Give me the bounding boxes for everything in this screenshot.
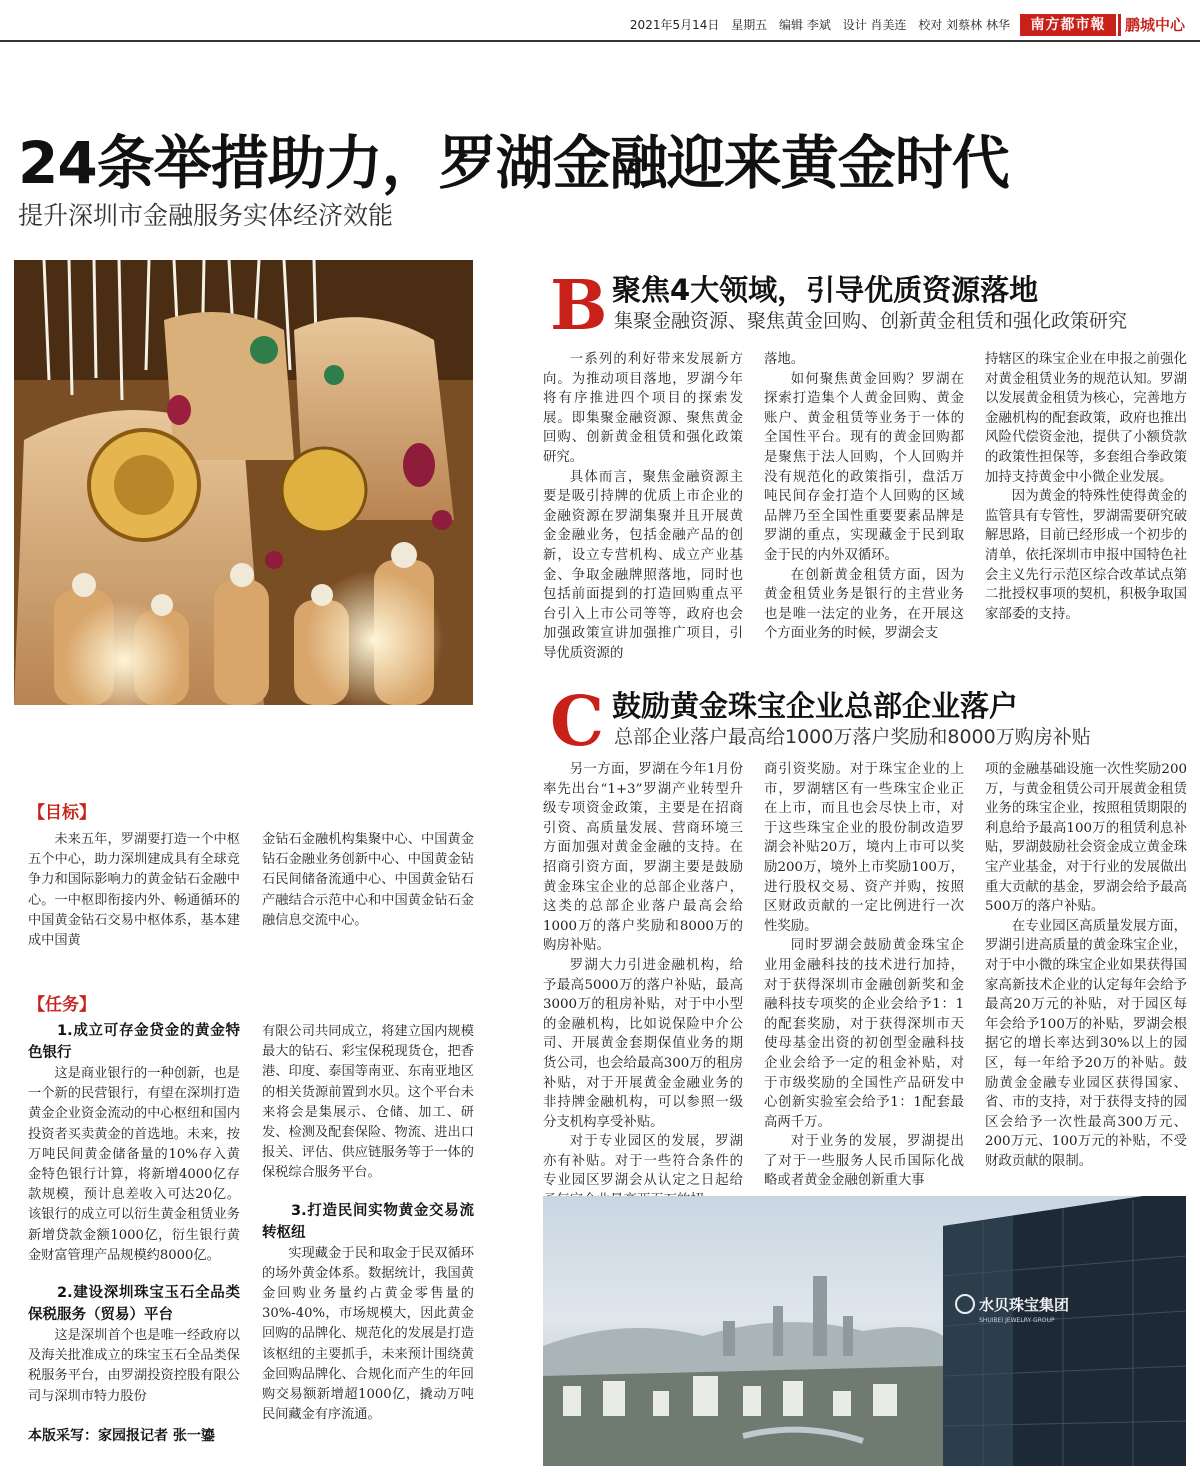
- paragraph: 持辖区的珠宝企业在申报之前强化对黄金租赁业务的规范认知。罗湖以发展黄金租赁为核心，完善地方金融机构的配套政策，政府也推出风险代偿资金池，提供了小额贷款的政策性担保等，多套组合拳政策加持支持黄金中小微企业发展。: [985, 352, 1187, 485]
- paragraph: 未来五年，罗湖要打造一个中枢五个中心，助力深圳建成具有全球竞争力和国际影响力的黄金钻石金融中心。一中枢即衔接内外、畅通循环的中国黄金钻石交易中枢体系，基本建成中国黄: [28, 832, 240, 949]
- header-weekday: 星期五: [731, 18, 768, 32]
- paragraph: 项的金融基础设施一次性奖励200万，与黄金租赁公司开展黄金租赁业务的珠宝企业，按照租赁期限的利息给予最高100万的租赁利息补贴，罗湖鼓励社会资金成立黄金珠宝产业基金，对于行业的发展做出重大贡献的基金，罗湖会给予最高500万的落户补贴。: [985, 762, 1187, 915]
- task-2-body: 这是深圳首个也是唯一经政府以及海关批准成立的珠宝玉石全品类保税服务平台，由罗湖投资控股有限公司与深圳市特力股份: [28, 1328, 240, 1404]
- paragraph: 同时罗湖会鼓励黄金珠宝企业用金融科技的技术进行加持，对于获得深圳市金融创新奖和金融科技专项奖的企业会给予1：1的配套奖励，对于获得深圳市天使母基金出资的初创型金融科技企业会给予一定的租金补贴，对于市级奖励的全国性产品研发中心创新实验室会给予1：1配套最高两千万。: [764, 938, 964, 1130]
- building-sign-en: SHUIBEI JEWELRY GROUP: [979, 1317, 1055, 1324]
- paragraph: 商引资奖励。对于珠宝企业的上市，罗湖辖区有一些珠宝企业正在上市，而且也会尽快上市，对于这些珠宝企业的股份制改造罗湖会补贴20万，境内上市可以奖励200万，境外上市奖励100万，进行股权交易、资产并购，按照区财政贡献的一定比例进行一次性奖励。: [764, 762, 964, 934]
- building-sign: 水贝珠宝集团: [979, 1296, 1070, 1314]
- jewelry-photo: [14, 260, 473, 705]
- header-proof: 校对 刘蔡林 林华: [918, 18, 1010, 32]
- section-c-column-2: [764, 760, 964, 1191]
- section-c-column-3: [985, 760, 1187, 1171]
- paragraph: 在专业园区高质量发展方面，罗湖引进高质量的黄金珠宝企业，对于中小微的珠宝企业如果获得国家高新技术企业的认定每年会给予最高20万元的补贴，对于园区每年会给予100万的补贴，罗湖会根据它的增长率达到30%以上的园区，每一年给予20万的补贴。鼓励黄金金融专业园区获得国家、省、市的支持，对于获得支持的园区会给予一次性最高300万元、200万元、100万元的补贴，不受财政贡献的限制。: [985, 918, 1187, 1169]
- tasks-column-2: [262, 1022, 474, 1425]
- paragraph: 在创新黄金租赁方面，因为黄金租赁业务是银行的主营业务也是唯一法定的业务，在开展这个方面业务的时候，罗湖会支: [764, 567, 964, 642]
- paragraph: 如何聚焦黄金回购？罗湖在探索打造集个人黄金回购、黄金账户、黄金租赁等业务于一体的全国性平台。现有的黄金回购都是聚焦于法人回购，个人回购并没有规范化的政策指引，盘活万吨民间存金打造个人回购的区域品牌乃至全国性重要要素品牌是罗湖的重点，实现藏金于民到取金于民的内外双循环。: [764, 371, 964, 563]
- task-1-title: 1.成立可存金贷金的黄金特色银行: [28, 1023, 240, 1061]
- paragraph: 对于专业园区的发展，罗湖亦有补贴。对于一些符合条件的专业园区罗湖会从认定之日起给: [543, 1134, 743, 1189]
- paragraph: 一系列的利好带来发展新方向。为推动项目落地，罗湖今年将有序推进四个项目的探索发展。即集聚金融资源、聚焦黄金回购、创新黄金租赁和强化政策研究。: [543, 352, 743, 465]
- tasks-tag: 【任务】: [28, 995, 96, 1015]
- section-c-letter: C: [550, 682, 605, 762]
- city-photo: [543, 1196, 1186, 1466]
- jewelry-illustration: [14, 260, 473, 705]
- task-3-body: 实现藏金于民和取金于民双循环的场外黄金体系。数据统计，我国黄金回购业务量约占黄金零售量的30%-40%，市场规模大，因此黄金回购的品牌化、规范化的发展是打造该枢纽的主要抓手，未来预计围绕黄金回购品牌化、合规化而产生的年回购交易额新增超1000亿，撬动万吨民间藏金有序流通。: [262, 1245, 474, 1423]
- task-1-body: 这是商业银行的一种创新，也是一个新的民营银行，有望在深圳打造黄金企业资金流动的中心枢纽和国内投资者买卖黄金的首选地。未来，按万吨民间黄金储备量的10%存入黄金特色银行计算，将新增4000亿存款规模，预计息差收入可达20亿。该银行的成立可以衍生黄金租赁业务新增贷款金额1000亿，衍生银行黄金财富管理产品规模约8000亿。: [28, 1066, 240, 1263]
- section-b-column-1: [543, 350, 743, 664]
- byline: 本版采写：家园报记者 张一鎏: [28, 1428, 215, 1444]
- section-b-subtitle: 集聚金融资源、聚焦黄金回购、创新黄金租赁和强化政策研究: [614, 310, 1128, 332]
- paragraph: 因为黄金的特殊性使得黄金的监管具有专管性，罗湖需要研究破解思路，目前已经形成一个初步的清单，依托深圳市申报中国特色社会主义先行示范区综合改革试点第二批授权事项的契机，积极争取国家部委的支持。: [985, 489, 1187, 622]
- paragraph: 罗湖大力引进金融机构，给予最高5000万的落户补贴，最高3000万的租房补贴，对于中小型的金融机构，比如说保险中介公司、开展黄金套期保值业务的期货公司，也会给最高300万的租房补贴，对于开展黄金金融业务的非持牌金融机构，可以参照一级分支机构享受补贴。: [543, 957, 743, 1130]
- header-date: 2021年5月14日: [629, 18, 720, 32]
- task-2-body-continued: 有限公司共同成立，将建立国内规模最大的钻石、彩宝保税现货仓，把香港、印度、泰国等南亚、东南亚地区的相关货源前置到水贝。这个平台未来将会是集展示、仓储、加工、研发、检测及配套保险、物流、进出口报关、评估、供应链服务等于一体的保税综合服务平台。: [262, 1024, 474, 1181]
- paragraph: 具体而言，聚焦金融资源主要是吸引持牌的优质上市企业的金融资源在罗湖集聚并且开展黄金金融业务，包括金融产品的创新，设立专营机构、成立产业基金、争取金融牌照落地，同时也包括前面提到的打造回购重点平台引入上市公司等等，政府也会加强政策宣讲加强推广项目，引导优质资源的: [543, 469, 743, 661]
- task-3-title: 3.打造民间实物黄金交易流转枢纽: [262, 1202, 474, 1241]
- section-b-column-2: [764, 350, 964, 644]
- header-editor: 编辑 李斌: [779, 18, 831, 32]
- header-meta: [622, 16, 1010, 33]
- headline-subtitle: 提升深圳市金融服务实体经济效能: [18, 201, 394, 230]
- section-b-title: 聚焦4大领域，引导优质资源落地: [612, 273, 1039, 307]
- newspaper-logo: 南方都市報: [1020, 14, 1116, 36]
- tasks-column-1: [28, 1020, 240, 1407]
- section-c-column-1: [543, 760, 743, 1211]
- section-c-title: 鼓励黄金珠宝企业总部企业落户: [612, 689, 1019, 723]
- goals-column-2: [262, 830, 474, 931]
- column-logo: 鹏城中心: [1118, 14, 1195, 36]
- section-b-letter: B: [550, 266, 608, 346]
- city-illustration: [543, 1196, 1186, 1466]
- section-c-subtitle: 总部企业落户最高给1000万落户奖励和8000万购房补贴: [614, 726, 1091, 748]
- goals-column-1: [28, 830, 240, 951]
- section-b-column-3: [985, 350, 1187, 624]
- goals-tag: 【目标】: [28, 803, 96, 823]
- header-design: 设计 肖美连: [842, 18, 907, 32]
- paragraph: 对于业务的发展，罗湖提出了对于一些服务人民币国际化战略或者黄金金融创新重大事: [764, 1134, 964, 1189]
- paragraph: 金钻石金融机构集聚中心、中国黄金钻石金融业务创新中心、中国黄金钻石民间储备流通中心、中国黄金钻石产融结合示范中心和中国黄金钻石金融信息交流中心。: [262, 832, 474, 928]
- paragraph: 落地。: [764, 352, 805, 367]
- headline-title: 24条举措助力，罗湖金融迎来黄金时代: [18, 129, 1009, 197]
- paragraph: 另一方面，罗湖在今年1月份率先出台“1+3”罗湖产业转型升级专项资金政策，主要是在招商引资、高质量发展、营商环境三方面加强对黄金金融的支持。在招商引资方面，罗湖主要是鼓励黄金珠宝企业的总部企业落户，这类的总部企业落户最高会给1000万的落户奖励和8000万的购房补贴。: [543, 762, 743, 954]
- task-2-title: 2.建设深圳珠宝玉石全品类保税服务（贸易）平台: [28, 1285, 240, 1324]
